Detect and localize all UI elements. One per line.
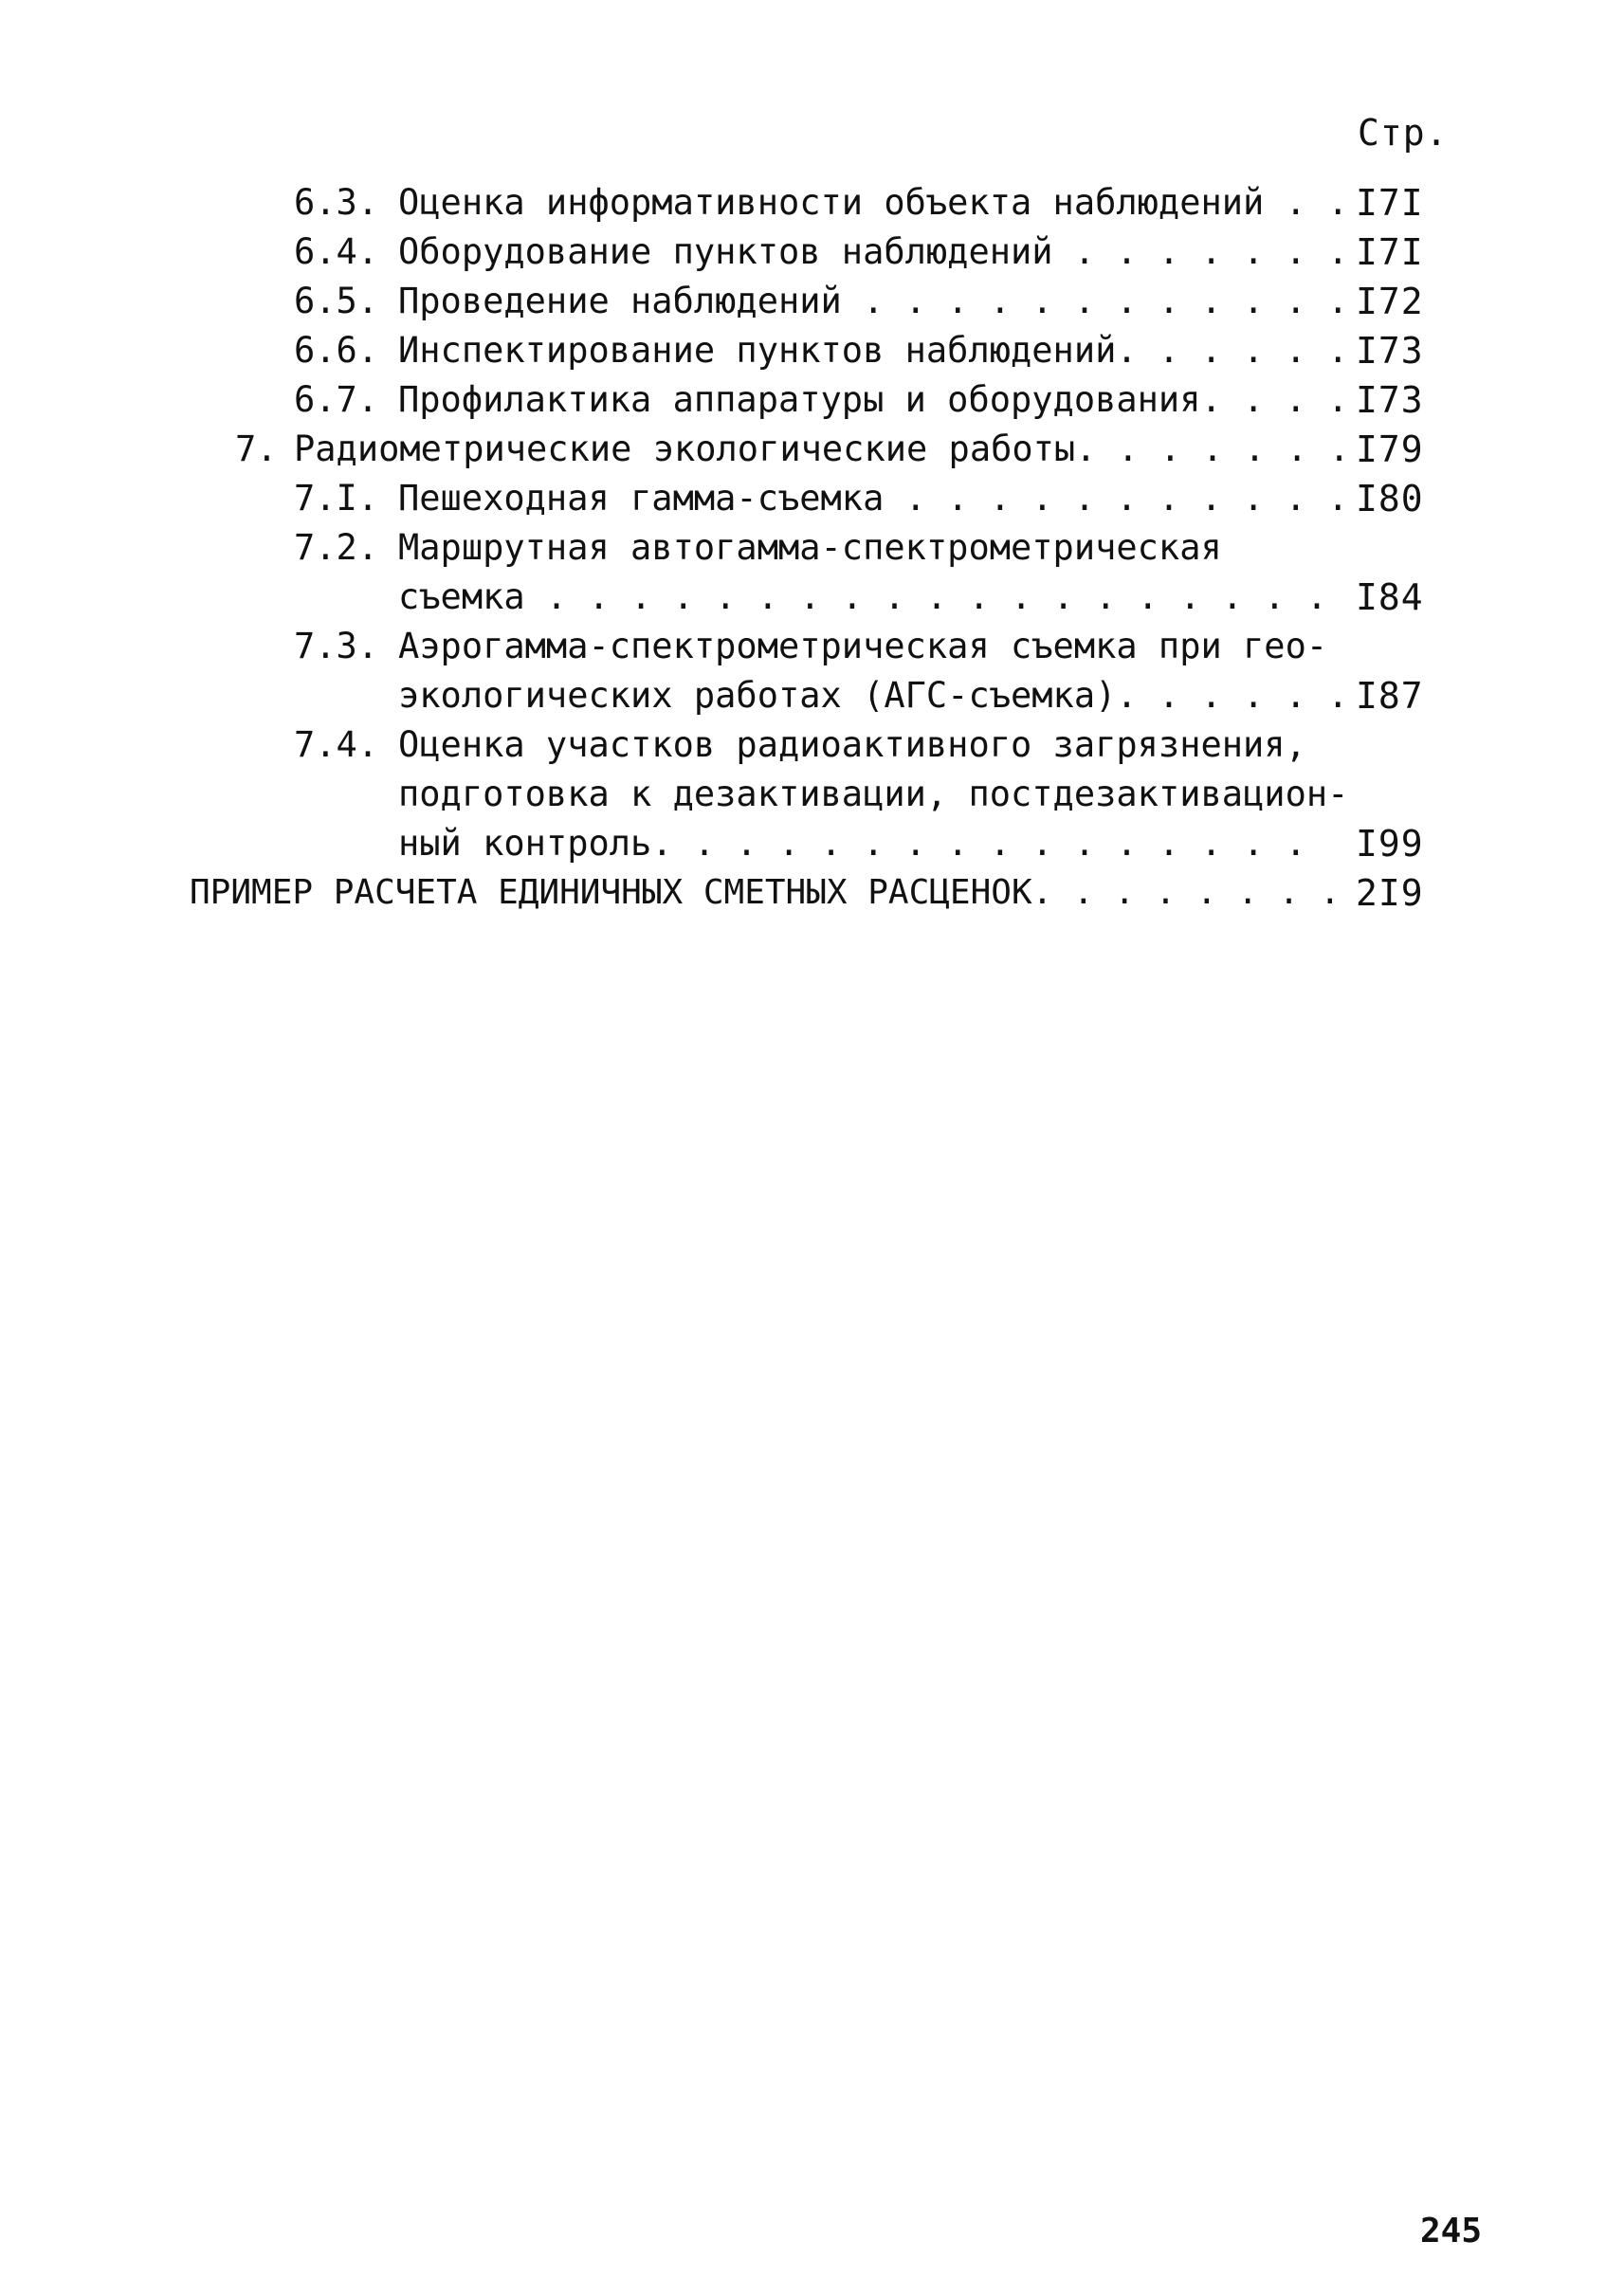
toc-entry-number: 7. <box>235 428 278 469</box>
toc-entry-number: 6.3. <box>294 182 379 223</box>
toc-entry-title: Профилактика аппаратуры и оборудования. . . . <box>398 379 1349 420</box>
toc-entry-6-4 <box>0 228 1624 277</box>
toc-entry-7 <box>0 425 1624 474</box>
toc-entry-number: 6.4. <box>294 231 379 272</box>
toc-entry-title: Радиометрические экологические работы. . . . . . . <box>294 428 1350 469</box>
toc-entry-6-7 <box>0 375 1624 425</box>
page-column-header: Стр. <box>1358 112 1449 154</box>
toc-entry-page: I73 <box>1356 379 1424 421</box>
toc-entry-title-line-2: съемка . . . . . . . . . . . . . . . . . . . <box>398 576 1328 617</box>
toc-entry-page: I7I <box>1356 231 1424 273</box>
toc-entry-number: 7.2. <box>294 527 379 568</box>
toc-entry-page: 2I9 <box>1356 872 1424 914</box>
toc-entry-page: I72 <box>1356 281 1424 322</box>
toc-entry-title: Пешеходная гамма-съемка . . . . . . . . . . . <box>398 478 1349 519</box>
toc-entry-7-1 <box>0 474 1624 523</box>
toc-entry-page: I7I <box>1356 182 1424 224</box>
toc-entry-appendix <box>0 868 1624 918</box>
toc-entry-title-line-1: Маршрутная автогамма-спектрометрическая <box>398 527 1222 568</box>
toc-entry-title: Оборудование пунктов наблюдений . . . . . . . <box>398 231 1349 272</box>
toc-entry-6-6 <box>0 326 1624 375</box>
toc-entry-title: Проведение наблюдений . . . . . . . . . . . . <box>398 281 1349 321</box>
toc-entry-page: I80 <box>1356 478 1424 519</box>
toc-entry-page: I99 <box>1356 823 1424 865</box>
toc-entry-6-3 <box>0 178 1624 228</box>
toc-entry-page: I87 <box>1356 675 1424 717</box>
toc-entry-number: 7.I. <box>294 478 379 519</box>
toc-entry-number: 7.4. <box>294 724 379 765</box>
toc-entry-title-line-1: Аэрогамма-спектрометрическая съемка при гео- <box>398 626 1328 666</box>
toc-entry-6-5 <box>0 277 1624 326</box>
toc-entry-page: I79 <box>1356 428 1424 470</box>
toc-entry-number: 6.6. <box>294 330 379 371</box>
toc-entry-title: ПРИМЕР РАСЧЕТА ЕДИНИЧНЫХ СМЕТНЫХ РАСЦЕНОК. . . . . . . . <box>190 873 1341 912</box>
toc-entry-title-line-1: Оценка участков радиоактивного загрязнения, <box>398 724 1306 765</box>
toc-entry-page: I84 <box>1356 576 1424 618</box>
toc-entry-title: Инспектирование пунктов наблюдений. . . . . . <box>398 330 1349 371</box>
toc-entry-title-line-2: экологических работах (АГС-съемка). . . . . . <box>398 675 1349 716</box>
toc-entry-title-line-3: ный контроль. . . . . . . . . . . . . . . . <box>398 823 1306 864</box>
toc-entry-number: 7.3. <box>294 626 379 666</box>
toc-entry-page: I73 <box>1356 330 1424 372</box>
toc-entry-7-2 <box>0 523 1624 622</box>
page-number: 245 <box>1420 2212 1483 2250</box>
toc-entry-title-line-2: подготовка к дезактивации, постдезактивацион- <box>398 774 1349 814</box>
toc-entry-number: 6.7. <box>294 379 379 420</box>
toc-entry-7-3 <box>0 622 1624 720</box>
toc-entry-7-4 <box>0 720 1624 868</box>
toc-entry-title: Оценка информативности объекта наблюдений . . <box>398 182 1349 223</box>
toc-entry-number: 6.5. <box>294 281 379 321</box>
